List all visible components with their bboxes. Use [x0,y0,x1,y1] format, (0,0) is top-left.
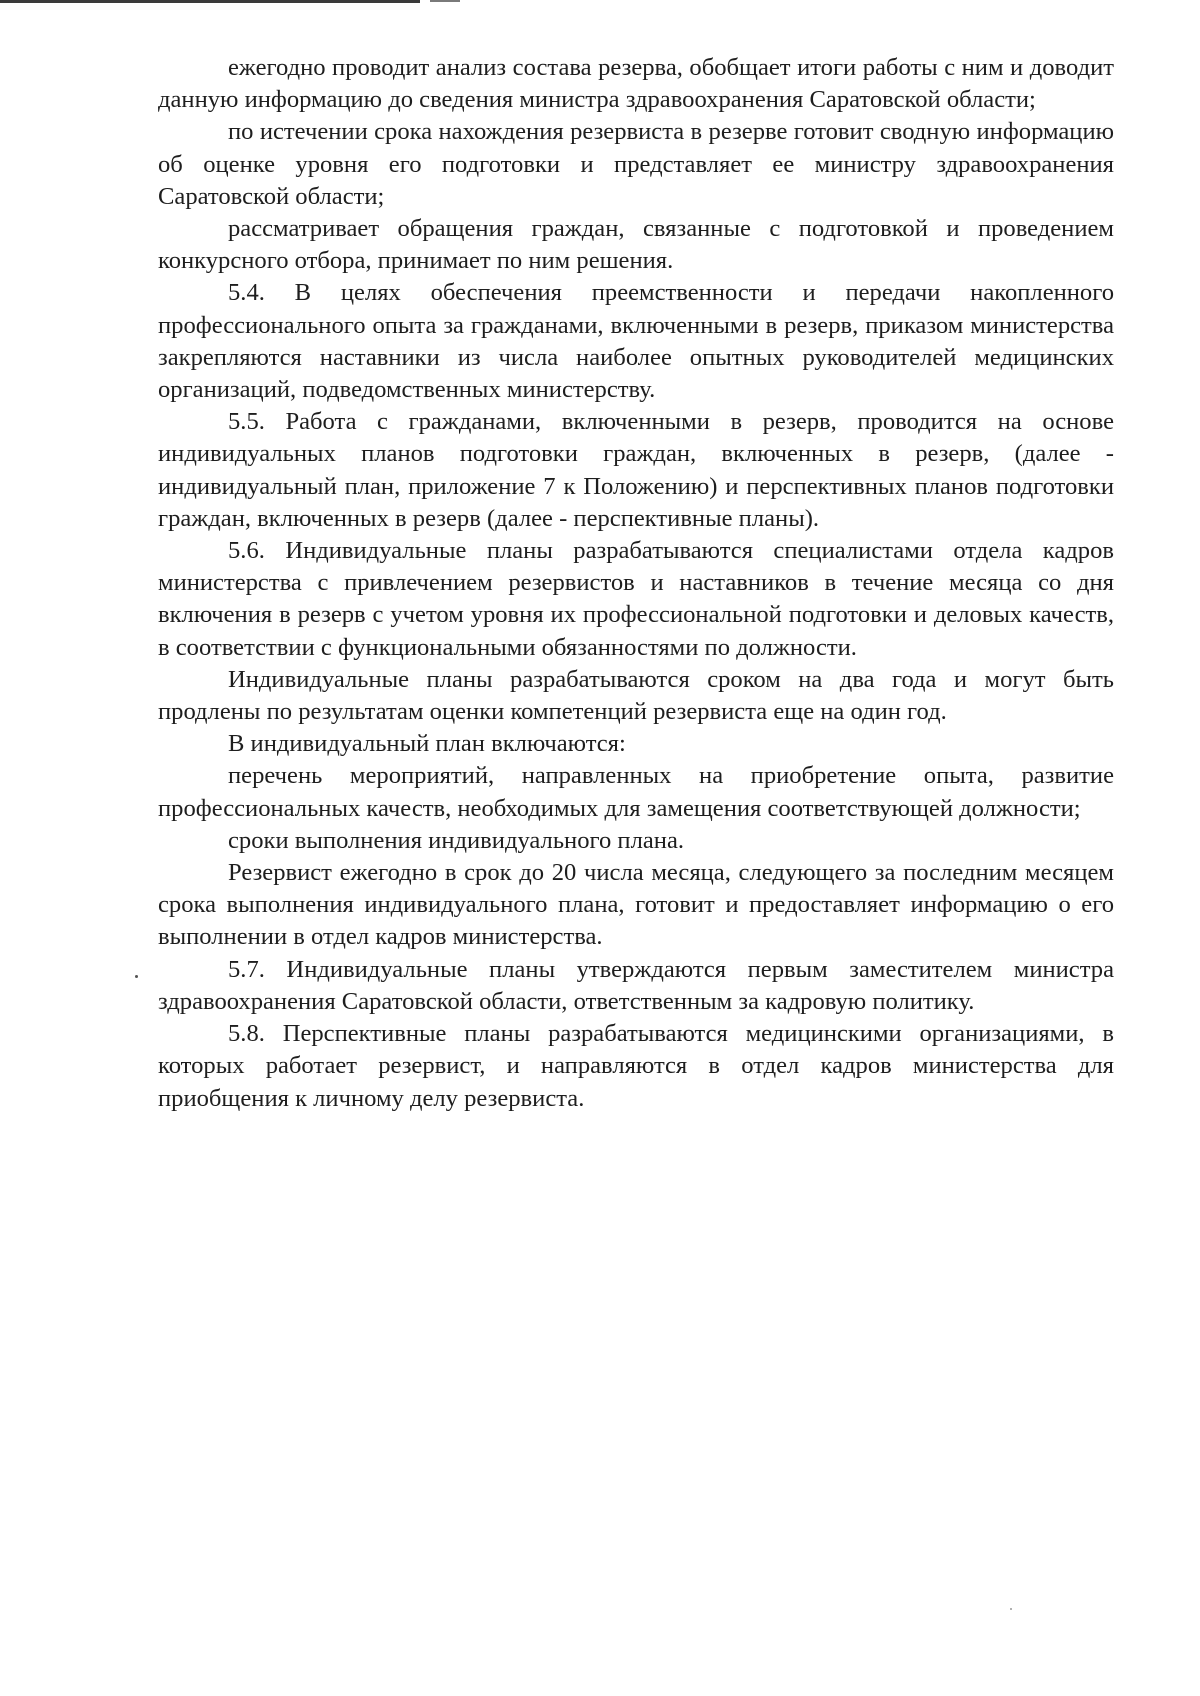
paragraph-reservist-report: Резервист ежегодно в срок до 20 числа месяца, следующего за последним месяцем срока выполнения индивидуального плана, готовит и предоставляет информацию о его выполнении в отдел кадров министерства. [158,859,1114,951]
paragraph-summary-info: по истечении срока нахождения резервиста в резерве готовит сводную информацию об оценке уровня его подготовки и представляет ее министру здравоохранения Саратовской области; [158,118,1114,210]
scan-speck [1010,1608,1012,1610]
paragraph-5-4: 5.4. В целях обеспечения преемственности и передачи накопленного профессионального опыта за гражданами, включенными в резерв, приказом министерства закрепляются наставники из числа наиболее опытных руководителей медицинских организаций, подведомственных министерству. [158,279,1114,404]
paragraph-analysis: ежегодно проводит анализ состава резерва, обобщает итоги работы с ним и доводит данную информацию до сведения министра здравоохранения Саратовской области; [158,54,1114,114]
paragraph-5-8: 5.8. Перспективные планы разрабатываются медицинскими организациями, в которых работает резервист, и направляются в отдел кадров министерства для приобщения к личному делу резервиста. [158,1020,1114,1112]
scan-edge-line [0,0,420,3]
scan-edge-mark [430,0,460,2]
paragraph-5-6: 5.6. Индивидуальные планы разрабатываются специалистами отдела кадров министерства с привлечением резервистов и наставников в течение месяца со дня включения в резерв с учетом уровня их профессиональной подготовки и деловых качеств, в соответствии с функциональными обязанностями по должности. [158,537,1114,661]
paragraph-5-7: 5.7. Индивидуальные планы утверждаются первым заместителем министра здравоохранения Саратовской области, ответственным за кадровую политику. [158,955,1114,1015]
paragraph-5-5: 5.5. Работа с гражданами, включенными в резерв, проводится на основе индивидуальных планов подготовки граждан, включенных в резерв, (далее - индивидуальный план, приложение 7 к Положению) и перспективных планов подготовки граждан, включенных в резерв (далее - перспективные планы). [158,408,1114,532]
scan-speck [135,975,138,978]
paragraph-activities-list: перечень мероприятий, направленных на приобретение опыта, развитие профессиональных качеств, необходимых для замещения соответствующей должности; [158,762,1114,822]
paragraph-deadlines: сроки выполнения индивидуального плана. [228,826,685,854]
paragraph-appeals: рассматривает обращения граждан, связанные с подготовкой и проведением конкурсного отбора, принимает по ним решения. [158,215,1114,275]
document-body [158,52,1114,1115]
paragraph-plan-term: Индивидуальные планы разрабатываются сроком на два года и могут быть продлены по результатам оценки компетенций резервиста еще на один год. [158,665,1114,726]
paragraph-plan-contents: В индивидуальный план включаются: [228,730,626,758]
